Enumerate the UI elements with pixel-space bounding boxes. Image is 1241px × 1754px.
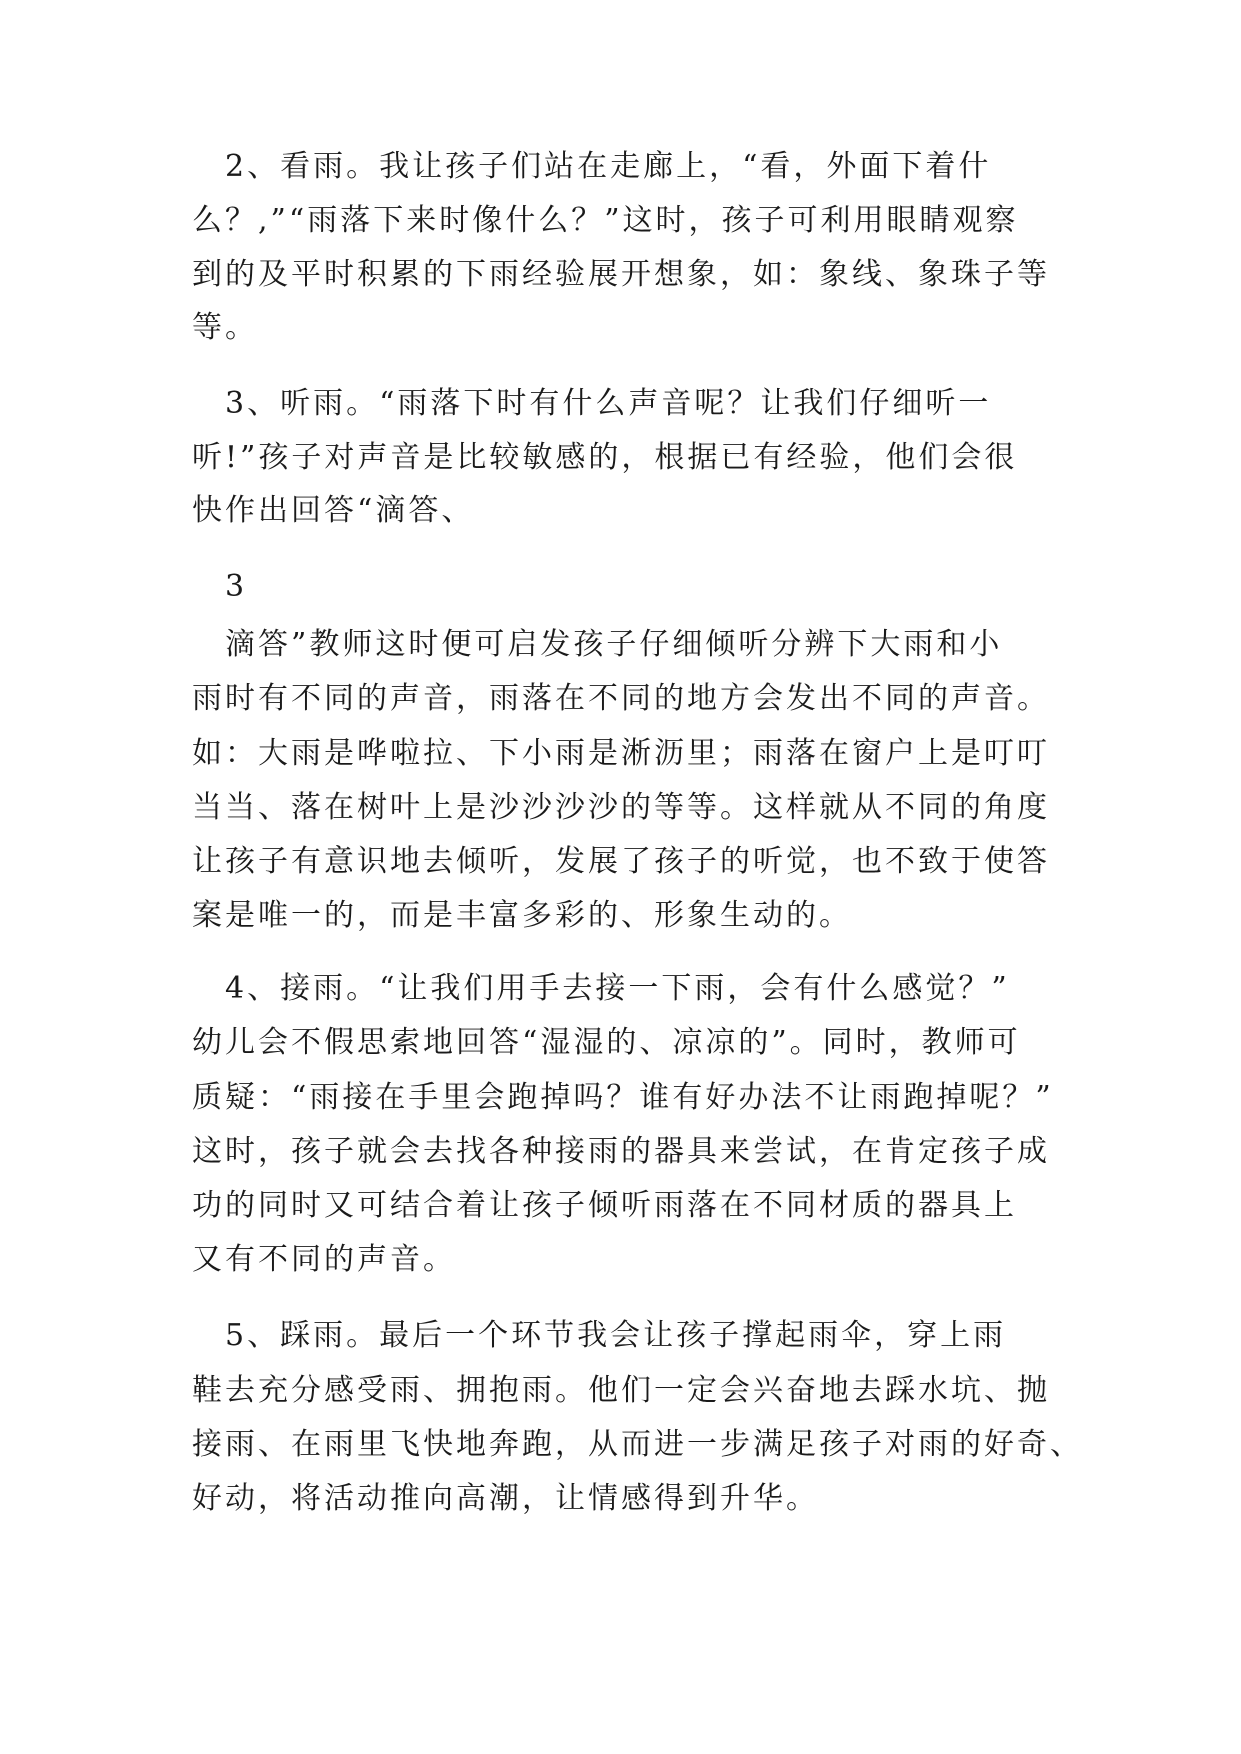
text-line: 滴答”教师这时便可启发孩子仔细倾听分辨下大雨和小 [192, 627, 1003, 662]
text-line: 幼儿会不假思索地回答“湿湿的、凉凉的”。同时，教师可 [192, 1025, 1021, 1060]
text-line: 雨时有不同的声音，雨落在不同的地方会发出不同的声音。 [192, 681, 1050, 716]
text-line: 质疑：“雨接在手里会跑掉吗？谁有好办法不让雨跑掉呢？” [192, 1080, 1054, 1115]
text-line: 好动，将活动推向高潮，让情感得到升华。 [192, 1481, 819, 1516]
text-line: 如：大雨是哗啦拉、下小雨是淅沥里；雨落在窗户上是叮叮 [192, 736, 1050, 771]
text-line: 鞋去充分感受雨、拥抱雨。他们一定会兴奋地去踩水坑、抛 [192, 1373, 1050, 1408]
text-line: 到的及平时积累的下雨经验展开想象，如：象线、象珠子等 [192, 257, 1050, 292]
text-line: 等。 [192, 310, 258, 345]
page-number: 3 [192, 569, 248, 604]
text-line: 4、接雨。“让我们用手去接一下雨，会有什么感觉？” [192, 971, 1010, 1006]
text-line: 么？,”“雨落下来时像什么？”这时，孩子可利用眼睛观察 [192, 203, 1019, 238]
text-line: 3、听雨。“雨落下时有什么声音呢？让我们仔细听一 [192, 386, 992, 421]
text-line: 快作出回答“滴答、 [192, 493, 475, 528]
text-line: 又有不同的声音。 [192, 1242, 456, 1277]
text-line: 这时，孩子就会去找各种接雨的器具来尝试，在肯定孩子成 [192, 1134, 1050, 1169]
text-line: 接雨、在雨里飞快地奔跑，从而进一步满足孩子对雨的好奇、 [192, 1427, 1083, 1462]
text-line: 听!”孩子对声音是比较敏感的，根据已有经验，他们会很 [192, 440, 1018, 475]
text-line: 功的同时又可结合着让孩子倾听雨落在不同材质的器具上 [192, 1188, 1017, 1223]
text-line: 让孩子有意识地去倾听，发展了孩子的听觉，也不致于使答 [192, 844, 1050, 879]
text-line: 2、看雨。我让孩子们站在走廊上，“看，外面下着什 [192, 149, 992, 184]
text-line: 案是唯一的，而是丰富多彩的、形象生动的。 [192, 898, 852, 933]
text-line: 5、踩雨。最后一个环节我会让孩子撑起雨伞，穿上雨 [192, 1318, 1007, 1353]
text-line: 当当、落在树叶上是沙沙沙沙的等等。这样就从不同的角度 [192, 790, 1050, 825]
